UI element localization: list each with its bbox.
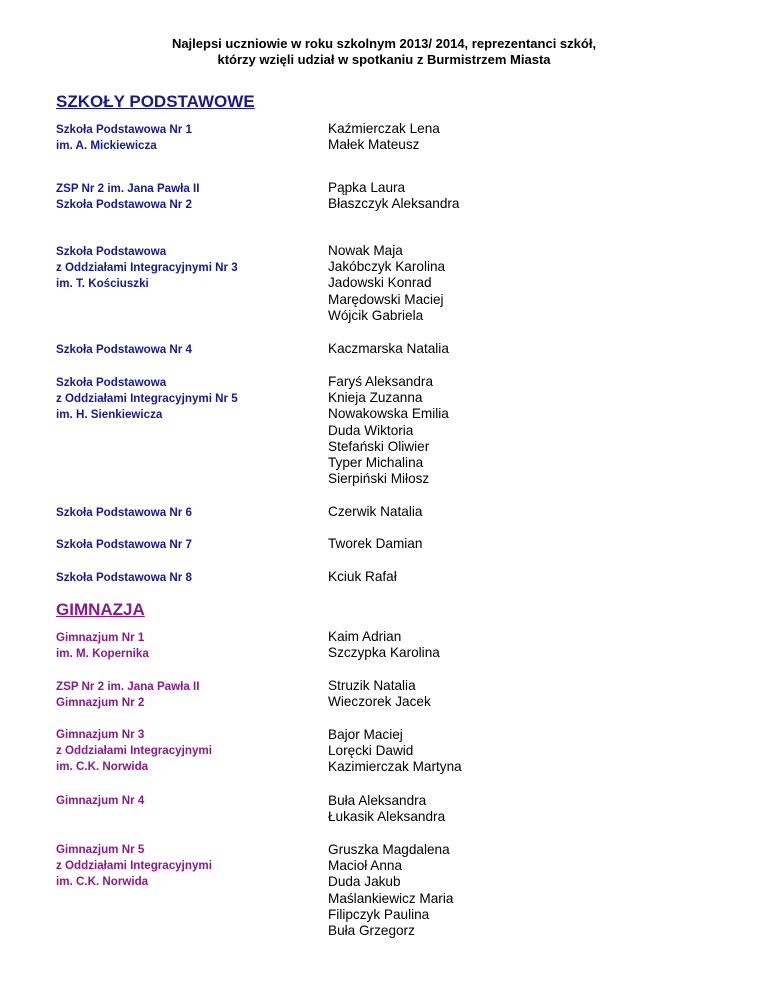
student-list bbox=[328, 842, 628, 939]
student-name: Tworek Damian bbox=[328, 536, 423, 551]
school-name-line: im. T. Kościuszki bbox=[56, 277, 149, 290]
school-name-line: ZSP Nr 2 im. Jana Pawła II bbox=[56, 680, 200, 693]
student-name: Buła Grzegorz bbox=[328, 923, 415, 939]
school-name-line: im. H. Sienkiewicza bbox=[56, 408, 163, 421]
student-list bbox=[328, 504, 628, 520]
school-name bbox=[56, 375, 306, 423]
school-name-line: Gimnazjum Nr 2 bbox=[56, 696, 145, 709]
student-name: Kazimierczak Martyna bbox=[328, 759, 462, 775]
school-name-line: z Oddziałami Integracyjnymi Nr 3 bbox=[56, 261, 238, 274]
student-name: Duda Jakub bbox=[328, 874, 401, 890]
student-name: Nowak Maja bbox=[328, 243, 403, 258]
school-name-line: Gimnazjum Nr 4 bbox=[56, 794, 145, 807]
student-list bbox=[328, 793, 628, 825]
student-list bbox=[328, 243, 628, 324]
school-name-line: Gimnazjum Nr 5 bbox=[56, 843, 145, 856]
school-name-line: ZSP Nr 2 im. Jana Pawła II bbox=[56, 182, 200, 195]
student-list bbox=[328, 678, 628, 710]
student-name: Duda Wiktoria bbox=[328, 422, 414, 438]
section-heading-primary: SZKOŁY PODSTAWOWE bbox=[56, 92, 255, 111]
title-line-2: którzy wzięli udział w spotkaniu z Burmistrzem Miasta bbox=[217, 52, 551, 67]
school-name-line: Szkoła Podstawowa Nr 6 bbox=[56, 506, 192, 519]
school-name bbox=[56, 679, 306, 711]
student-name: Czerwik Natalia bbox=[328, 504, 423, 519]
school-name bbox=[56, 570, 306, 586]
school-name bbox=[56, 342, 306, 358]
school-name-line: Gimnazjum Nr 1 bbox=[56, 631, 145, 644]
student-name: Kaźmierczak Lena bbox=[328, 121, 440, 136]
school-name bbox=[56, 793, 306, 809]
school-name bbox=[56, 842, 306, 890]
student-name: Łukasik Aleksandra bbox=[328, 809, 446, 825]
school-name-line: z Oddziałami Integracyjnymi Nr 5 bbox=[56, 392, 238, 405]
student-list bbox=[328, 374, 628, 487]
school-name-line: im. C.K. Norwida bbox=[56, 760, 149, 773]
student-name: Jakóbczyk Karolina bbox=[328, 259, 446, 275]
school-name-line: z Oddziałami Integracyjnymi bbox=[56, 744, 212, 757]
school-name-line: Gimnazjum Nr 3 bbox=[56, 728, 145, 741]
student-name: Loręcki Dawid bbox=[328, 743, 414, 759]
student-name: Marędowski Maciej bbox=[328, 291, 444, 307]
student-name: Bajor Maciej bbox=[328, 727, 403, 742]
school-name-line: z Oddziałami Integracyjnymi bbox=[56, 859, 212, 872]
school-name bbox=[56, 630, 306, 662]
school-name bbox=[56, 122, 306, 154]
student-name: Typer Michalina bbox=[328, 455, 424, 471]
student-name: Filipczyk Paulina bbox=[328, 906, 430, 922]
student-list bbox=[328, 536, 628, 552]
school-name-line: im. M. Kopernika bbox=[56, 647, 149, 660]
school-name bbox=[56, 537, 306, 553]
student-list bbox=[328, 727, 628, 776]
school-name-line: Szkoła Podstawowa Nr 2 bbox=[56, 198, 192, 211]
student-name: Jadowski Konrad bbox=[328, 275, 432, 291]
school-name-line: im. C.K. Norwida bbox=[56, 875, 149, 888]
student-name: Buła Aleksandra bbox=[328, 793, 427, 808]
student-name: Faryś Aleksandra bbox=[328, 374, 434, 389]
school-name-line: Szkoła Podstawowa Nr 7 bbox=[56, 538, 192, 551]
school-name-line: Szkoła Podstawowa Nr 4 bbox=[56, 343, 192, 356]
student-name: Maślankiewicz Maria bbox=[328, 890, 454, 906]
student-list bbox=[328, 121, 628, 153]
student-name: Struzik Natalia bbox=[328, 678, 416, 693]
student-name: Kciuk Rafał bbox=[328, 569, 397, 584]
school-name-line: Szkoła Podstawowa Nr 1 bbox=[56, 123, 192, 136]
student-name: Macioł Anna bbox=[328, 858, 403, 874]
student-list bbox=[328, 569, 628, 585]
school-name-line: Szkoła Podstawowa Nr 8 bbox=[56, 571, 192, 584]
school-name-line: im. A. Mickiewicza bbox=[56, 139, 157, 152]
school-name bbox=[56, 181, 306, 213]
student-name: Pąpka Laura bbox=[328, 180, 406, 195]
school-name bbox=[56, 505, 306, 521]
student-name: Nowakowska Emilia bbox=[328, 406, 449, 422]
school-name-line: Szkoła Podstawowa bbox=[56, 376, 167, 389]
student-name: Wieczorek Jacek bbox=[328, 694, 431, 710]
student-name: Gruszka Magdalena bbox=[328, 842, 450, 857]
student-list bbox=[328, 341, 628, 357]
student-name: Małek Mateusz bbox=[328, 137, 420, 153]
student-name: Wójcik Gabriela bbox=[328, 307, 424, 323]
student-list bbox=[328, 180, 628, 212]
school-name-line: Szkoła Podstawowa bbox=[56, 245, 167, 258]
title-line-1: Najlepsi uczniowie w roku szkolnym 2013/ 2014, reprezentanci szkół, bbox=[171, 36, 597, 51]
student-name: Kaczmarska Natalia bbox=[328, 341, 449, 356]
section-heading-gimnazja: GIMNAZJA bbox=[56, 600, 145, 619]
student-list bbox=[328, 629, 628, 661]
student-name: Kaim Adrian bbox=[328, 629, 402, 644]
student-name: Stefański Oliwier bbox=[328, 438, 430, 454]
student-name: Szczypka Karolina bbox=[328, 645, 440, 661]
student-name: Błaszczyk Aleksandra bbox=[328, 196, 460, 212]
student-name: Sierpiński Miłosz bbox=[328, 471, 430, 487]
page-title bbox=[0, 36, 768, 68]
school-name bbox=[56, 727, 306, 775]
student-name: Knieja Zuzanna bbox=[328, 390, 423, 406]
school-name bbox=[56, 244, 306, 292]
